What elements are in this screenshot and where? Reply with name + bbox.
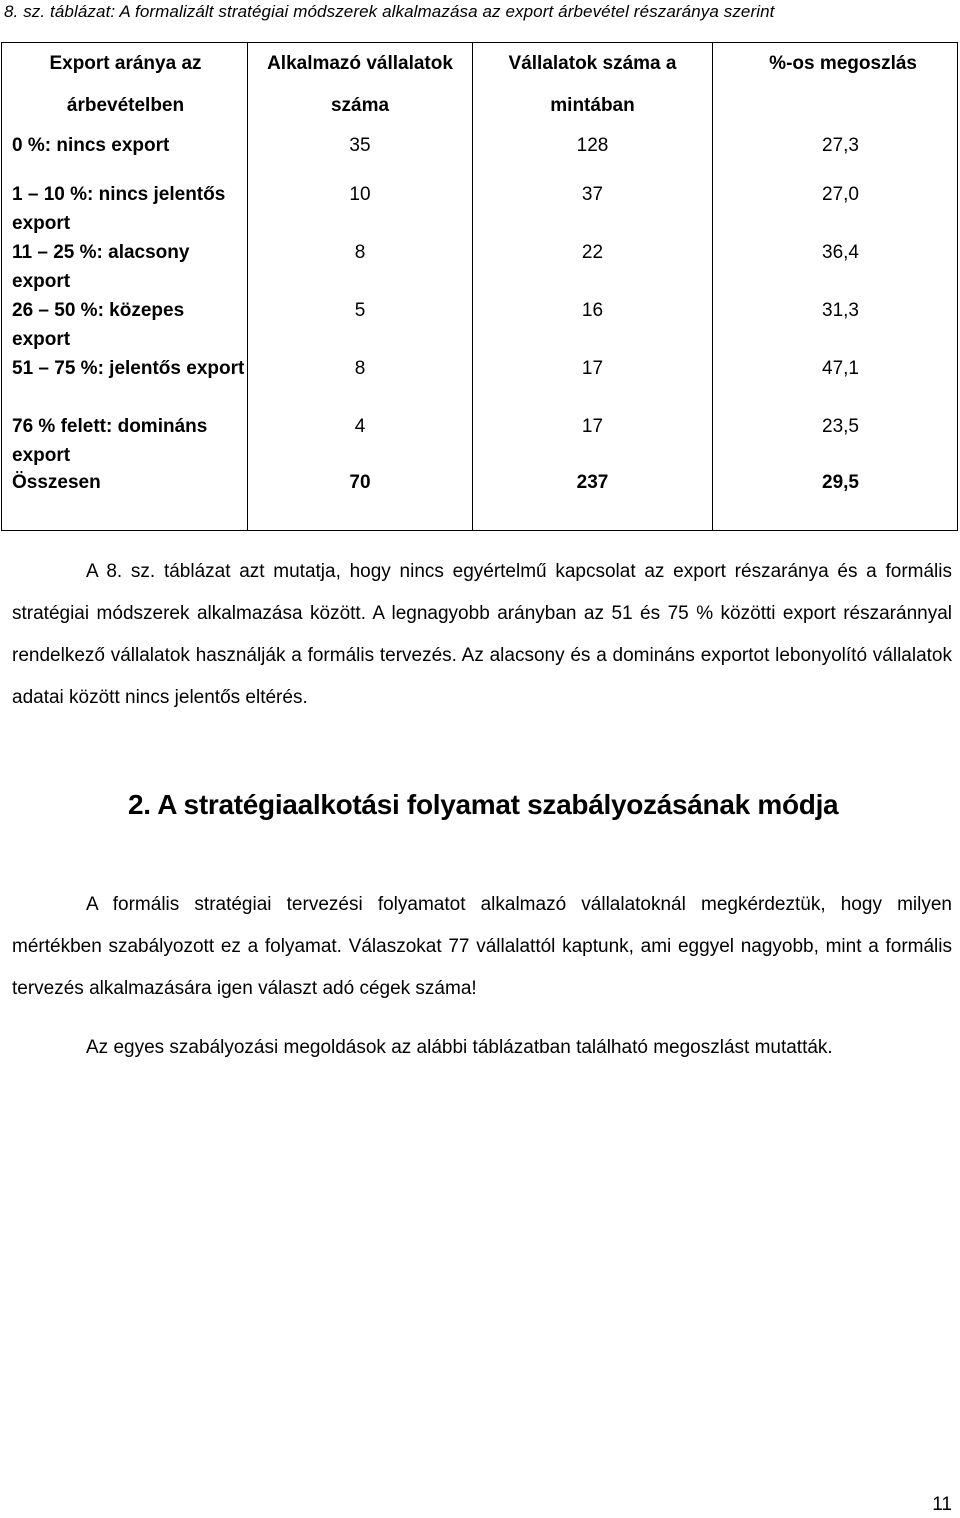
percent-value: 36,4 — [713, 238, 958, 296]
row-label: 26 – 50 %: közepes export — [2, 296, 248, 354]
sample-count: 16 — [473, 296, 713, 354]
table-caption: 8. sz. táblázat: A formalizált stratégiai módszerek alkalmazása az export árbevétel részaránya szerint — [4, 2, 775, 21]
header-percent-share: %-os megoszlás — [713, 43, 958, 129]
percent-value: 31,3 — [713, 296, 958, 354]
applying-count: 4 — [248, 412, 473, 470]
table-row — [2, 412, 958, 470]
export-strategy-table — [1, 42, 958, 531]
total-label: Összesen — [2, 470, 248, 531]
row-label: 1 – 10 %: nincs jelentős export — [2, 180, 248, 238]
applying-count: 8 — [248, 238, 473, 296]
applying-count: 35 — [248, 128, 473, 180]
table-row — [2, 296, 958, 354]
paragraph-distribution-intro-text: Az egyes szabályozási megoldások az alábbi táblázatban található megoszlást mutatták. — [86, 1037, 833, 1058]
table-row — [2, 238, 958, 296]
applying-count: 10 — [248, 180, 473, 238]
table-total-row — [2, 470, 958, 531]
page-number: 11 — [932, 1494, 952, 1515]
percent-value: 27,0 — [713, 180, 958, 238]
sample-count: 22 — [473, 238, 713, 296]
percent-value: 23,5 — [713, 412, 958, 470]
section-heading: 2. A stratégiaalkotási folyamat szabályozásának módja — [128, 789, 839, 820]
header-export-share: Export aránya az árbevételben — [2, 43, 248, 129]
sample-count: 17 — [473, 354, 713, 412]
sample-count: 128 — [473, 128, 713, 180]
header-companies-in-sample: Vállalatok száma a mintában — [473, 43, 713, 129]
header-applying-companies: Alkalmazó vállalatok száma — [248, 43, 473, 129]
table-row — [2, 180, 958, 238]
paragraph-table-analysis — [12, 551, 952, 719]
sample-count: 17 — [473, 412, 713, 470]
applying-count: 5 — [248, 296, 473, 354]
total-applying-count: 70 — [248, 470, 473, 531]
table-row — [2, 354, 958, 412]
row-label: 11 – 25 %: alacsony export — [2, 238, 248, 296]
paragraph-distribution-intro — [12, 1027, 952, 1069]
paragraph-regulation-question — [12, 884, 952, 1010]
applying-count: 8 — [248, 354, 473, 412]
row-label: 76 % felett: domináns export — [2, 412, 248, 470]
total-percent-value: 29,5 — [713, 470, 958, 531]
table-header-row — [2, 43, 958, 129]
sample-count: 37 — [473, 180, 713, 238]
row-label: 51 – 75 %: jelentős export — [2, 354, 248, 412]
paragraph-regulation-question-text: A formális stratégiai tervezési folyamatot alkalmazó vállalatoknál megkérdeztük, hogy milyen mértékben szabályozott ez a folyamat. Válaszokat 77 vállalattól kaptunk, ami eggyel nagyobb, mint a formális tervezés alkalmazására igen választ adó cégek száma! — [12, 894, 952, 999]
row-label: 0 %: nincs export — [2, 128, 248, 180]
total-sample-count: 237 — [473, 470, 713, 531]
paragraph-table-analysis-text: A 8. sz. táblázat azt mutatja, hogy nincs egyértelmű kapcsolat az export részaránya és a formális stratégiai módszerek alkalmazása között. A legnagyobb arányban az 51 és 75 % közötti export részaránnyal rendelkező vállalatok használják a formális tervezés. Az alacsony és a domináns exportot lebonyolító vállalatok adatai között nincs jelentős eltérés. — [12, 561, 952, 708]
percent-value: 27,3 — [713, 128, 958, 180]
percent-value: 47,1 — [713, 354, 958, 412]
table-row — [2, 128, 958, 180]
